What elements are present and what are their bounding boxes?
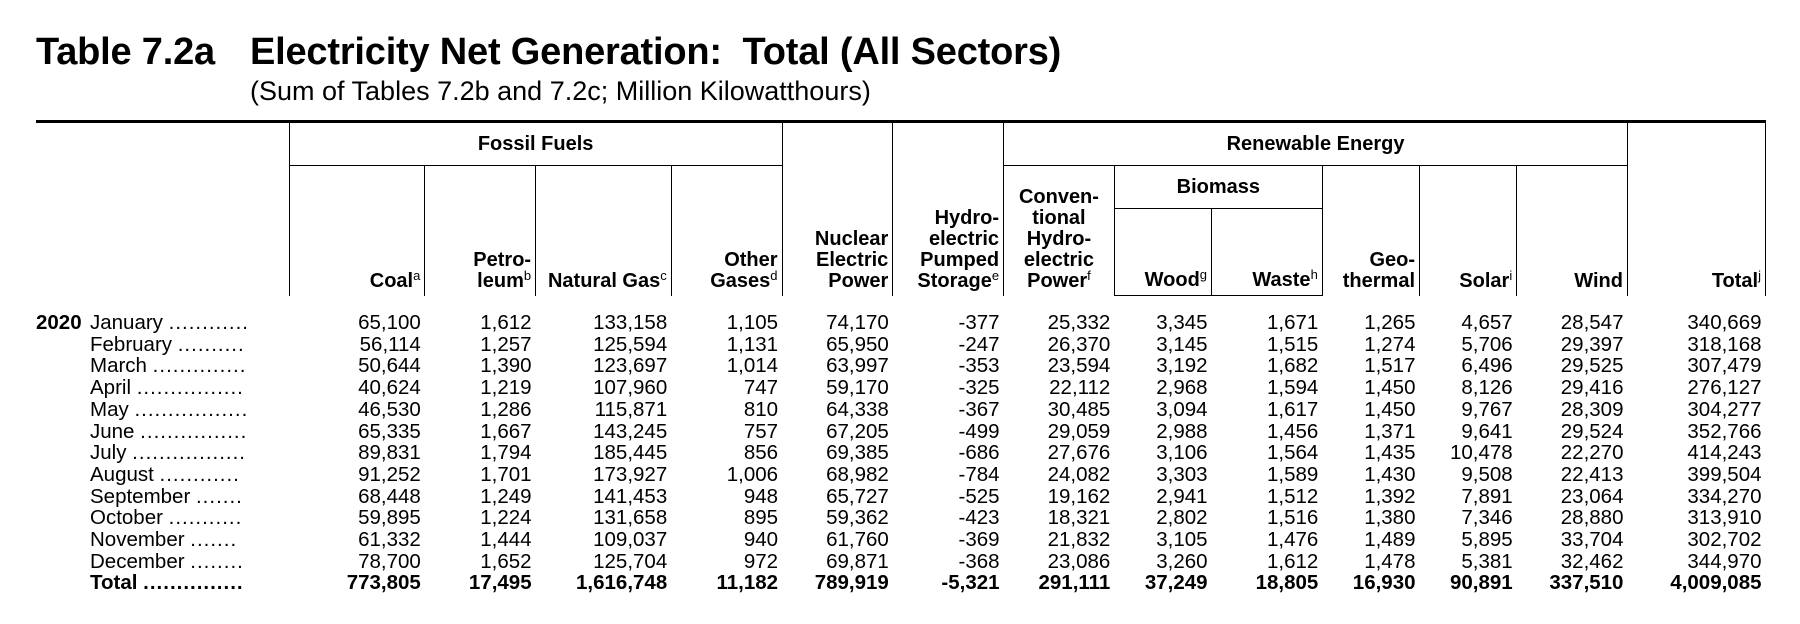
row-label (36, 334, 289, 356)
table-cell: 7,346 (1461, 506, 1513, 530)
table-cell: -784 (958, 462, 1000, 486)
leader-dots: ................ (140, 419, 248, 443)
row-label (36, 355, 289, 377)
table-cell: 1,616,748 (576, 571, 668, 595)
table-cell: 143,245 (593, 419, 668, 443)
table-cell: 90,891 (1450, 571, 1513, 595)
geothermal-header: Geo- thermal (1322, 166, 1419, 296)
table-cell: 773,805 (346, 571, 421, 595)
table-cell: 74,170 (826, 310, 889, 334)
year-label: 2020 (36, 310, 82, 334)
row-label (36, 529, 289, 551)
table-cell: 6,496 (1461, 354, 1513, 378)
table-cell: 3,345 (1156, 311, 1208, 334)
wood-header: Wood$^g$ (1114, 209, 1211, 296)
month-label: December (90, 549, 185, 573)
table-cell: 109,037 (593, 528, 668, 552)
table-cell: 22,413 (1560, 462, 1624, 486)
table-cell: 8,126 (1461, 376, 1513, 400)
table-cell: 28,309 (1560, 397, 1624, 421)
other-gases-header: Other Gases$^d$ (671, 166, 782, 296)
table-cell: 1,224 (480, 506, 532, 530)
table-cell: 414,243 (1687, 441, 1762, 465)
table-cell: 22,112 (1049, 376, 1111, 400)
table-row (36, 296, 1766, 334)
table-cell: 1,682 (1266, 354, 1319, 378)
table-cell: 78,700 (358, 549, 421, 573)
leader-dots: ............... (143, 571, 244, 595)
table-cell: 337,510 (1549, 571, 1624, 595)
table-cell: 2,968 (1156, 376, 1208, 400)
table-cell: 29,416 (1560, 376, 1624, 400)
table-cell: 1,430 (1364, 462, 1416, 486)
leader-dots: ................. (132, 441, 246, 465)
table-cell: 56,114 (359, 332, 421, 356)
table-cell: 1,450 (1364, 397, 1416, 421)
solar-header: Solar$^i$ (1420, 166, 1517, 296)
table-cell: 399,504 (1687, 462, 1762, 486)
table-cell: 18,321 (1047, 506, 1111, 530)
table-cell: 948 (743, 484, 779, 508)
table-cell: 1,589 (1266, 462, 1319, 486)
table-cell: 123,697 (593, 354, 668, 378)
table-cell: 3,192 (1156, 354, 1208, 378)
table-cell: 1,014 (726, 354, 779, 378)
row-label-header (36, 122, 289, 296)
month-label: September (90, 484, 191, 508)
month-label: Total (90, 571, 138, 595)
table-cell: 3,303 (1156, 462, 1208, 486)
table-cell: -368 (958, 549, 1000, 573)
coal-header: Coal$^a$ (289, 166, 425, 296)
table-cell: 89,831 (358, 441, 421, 465)
table-cell: 3,094 (1156, 397, 1208, 421)
table-cell: 7,891 (1461, 484, 1513, 508)
table-cell: 1,450 (1364, 376, 1416, 400)
leader-dots: ....... (190, 528, 238, 552)
table-cell: 5,381 (1461, 549, 1513, 573)
table-cell: -499 (958, 419, 1000, 443)
table-cell: 61,760 (826, 528, 889, 552)
table-cell: 28,880 (1560, 506, 1624, 530)
row-label (36, 551, 289, 573)
table-cell: 185,445 (593, 441, 668, 465)
pumped-storage-header: Hydro- electric Pumped Storage$^e$ (893, 122, 1004, 296)
table-cell: 1,671 (1266, 311, 1319, 334)
row-label (36, 421, 289, 443)
renewable-energy-header: Renewable Energy (1004, 122, 1628, 166)
table-cell: 757 (743, 419, 779, 443)
table-cell: 64,338 (826, 397, 889, 421)
table-cell: 68,448 (358, 484, 421, 508)
table-cell: 352,766 (1687, 419, 1762, 443)
table-row (36, 486, 1766, 508)
table-cell: 23,594 (1047, 354, 1111, 378)
table-cell: 1,380 (1364, 506, 1416, 530)
table-cell: 1,515 (1266, 332, 1319, 356)
table-cell: 29,525 (1560, 354, 1624, 378)
table-cell: 2,802 (1156, 506, 1208, 530)
table-cell: -686 (958, 441, 1000, 465)
table-cell: 141,453 (593, 484, 668, 508)
table-cell: 2,988 (1156, 419, 1208, 443)
table-cell: 3,145 (1156, 332, 1208, 356)
leader-dots: ....... (195, 484, 243, 508)
table-cell: 313,910 (1687, 506, 1762, 530)
leader-dots: ............ (159, 462, 240, 486)
table-cell: 1,612 (1266, 549, 1319, 573)
table-cell: 59,170 (826, 376, 889, 400)
month-label: June (90, 419, 135, 443)
table-cell: 1,701 (480, 462, 532, 486)
table-cell: 133,158 (593, 310, 668, 334)
table-cell: 18,805 (1255, 571, 1319, 595)
total-header: Total$^j$ (1627, 122, 1765, 296)
table-cell: 67,205 (826, 419, 889, 443)
table-cell: 24,082 (1047, 462, 1111, 486)
table-cell: 1,612 (480, 310, 532, 334)
row-label (36, 464, 289, 486)
table-cell: 5,706 (1461, 332, 1513, 356)
table-cell: 61,332 (358, 528, 421, 552)
table-cell: -247 (958, 332, 1000, 356)
table-cell: 91,252 (358, 462, 421, 486)
table-number: Table 7.2a (36, 31, 215, 73)
table-cell: 1,667 (480, 419, 532, 443)
table-cell: 1,652 (480, 549, 532, 573)
table-cell: 1,594 (1266, 376, 1319, 400)
table-cell: 1,444 (480, 528, 532, 552)
month-label: October (90, 506, 163, 530)
table-cell: 115,871 (594, 397, 668, 421)
table-cell: 340,669 (1687, 310, 1762, 334)
table-cell: 3,260 (1156, 549, 1208, 573)
table-cell: -525 (958, 484, 1000, 508)
month-label: May (90, 397, 129, 421)
table-cell: 344,970 (1687, 549, 1762, 573)
table-cell: 173,927 (593, 462, 668, 486)
table-row (36, 377, 1766, 399)
table-title (36, 28, 1061, 76)
table-cell: 50,644 (358, 354, 421, 378)
table-cell: 318,168 (1687, 332, 1762, 356)
table-cell: 1,435 (1364, 441, 1416, 465)
table-cell: 1,274 (1364, 332, 1416, 356)
table-cell: 9,641 (1461, 419, 1513, 443)
waste-header: Waste$^h$ (1212, 209, 1323, 296)
table-cell: 59,362 (826, 506, 889, 530)
row-label (36, 442, 289, 464)
table-row (36, 355, 1766, 377)
table-cell: 32,462 (1560, 549, 1624, 573)
conv-hydro-header: Conven- tional Hydro- electric Power$^f$ (1004, 166, 1115, 296)
table-cell: 1,517 (1364, 354, 1416, 378)
month-label: August (90, 462, 154, 486)
table-cell: 1,105 (726, 310, 779, 334)
table-cell: 1,392 (1364, 484, 1416, 508)
row-label (36, 507, 289, 529)
table-row (36, 421, 1766, 443)
table-row (36, 442, 1766, 464)
table-cell: 23,086 (1047, 549, 1111, 573)
table-cell: 26,370 (1047, 332, 1111, 356)
leader-dots: ........... (168, 506, 243, 530)
table-cell: 65,950 (826, 332, 889, 356)
table-cell: -369 (958, 528, 1000, 552)
table-cell: 19,162 (1047, 484, 1111, 508)
fossil-fuels-header: Fossil Fuels (289, 122, 782, 166)
table-cell: -5,321 (941, 571, 1000, 595)
table-cell: 22,270 (1560, 441, 1624, 465)
row-label (36, 486, 289, 508)
table-cell: 1,456 (1266, 419, 1319, 443)
table-cell: 9,767 (1461, 397, 1513, 421)
table-cell: -367 (958, 397, 1000, 421)
table-row (36, 399, 1766, 421)
table-subtitle: (Sum of Tables 7.2b and 7.2c; Million Kilowatthours) (250, 76, 871, 106)
table-cell: 65,335 (358, 419, 421, 443)
table-cell: 1,371 (1364, 419, 1416, 443)
table-cell: 1,131 (726, 332, 779, 356)
table-cell: 307,479 (1687, 354, 1762, 378)
table-cell: 29,397 (1560, 332, 1624, 356)
table-row (36, 464, 1766, 486)
table-cell: 65,100 (358, 310, 421, 334)
table-cell: 30,485 (1047, 397, 1111, 421)
table-cell: 1,476 (1266, 528, 1319, 552)
generation-table (36, 120, 1766, 594)
table-cell: 17,495 (468, 571, 532, 595)
table-cell: 3,106 (1156, 441, 1208, 465)
nuclear-header: Nuclear Electric Power (782, 122, 893, 296)
table-cell: 29,059 (1047, 419, 1111, 443)
table-cell: 11,182 (716, 571, 779, 595)
table-cell: 21,832 (1047, 528, 1111, 552)
table-cell: -377 (958, 310, 1000, 334)
leader-dots: ........ (190, 549, 244, 573)
table-cell: 789,919 (814, 571, 889, 595)
table-cell: 1,564 (1266, 441, 1319, 465)
biomass-header: Biomass (1114, 166, 1322, 209)
leader-dots: .............. (152, 354, 247, 378)
table-cell: 1,512 (1266, 484, 1319, 508)
petroleum-header: Petro- leum$^b$ (425, 166, 536, 296)
table-cell: 5,895 (1461, 528, 1513, 552)
table-cell: 302,702 (1687, 528, 1762, 552)
row-label (36, 399, 289, 421)
table-cell: 334,270 (1687, 484, 1762, 508)
table-cell: 65,727 (826, 484, 889, 508)
table-cell: 2,941 (1156, 484, 1208, 508)
table-cell: 10,478 (1450, 441, 1513, 465)
table-cell: 28,547 (1560, 310, 1624, 334)
table-cell: 125,594 (593, 332, 668, 356)
table-cell: 810 (743, 397, 779, 421)
natural-gas-header: Natural Gas$^c$ (536, 166, 672, 296)
table-cell: 1,516 (1266, 506, 1319, 530)
table-cell: 1,265 (1364, 310, 1416, 334)
table-cell: 972 (743, 549, 779, 573)
table-cell: 59,895 (358, 506, 421, 530)
table-cell: 304,277 (1687, 397, 1762, 421)
table-cell: 131,658 (593, 506, 668, 530)
table-cell: 40,624 (358, 376, 421, 400)
table-cell: 1,390 (480, 354, 532, 378)
title-block (36, 28, 1061, 108)
month-label: March (90, 354, 147, 378)
leader-dots: ................ (136, 376, 244, 400)
month-label: April (90, 376, 132, 400)
table-cell: 29,524 (1560, 419, 1624, 443)
month-label: November (90, 528, 185, 552)
month-label: July (90, 441, 127, 465)
month-label: February (90, 332, 173, 356)
table-cell: 1,794 (480, 441, 532, 465)
table-cell: 1,286 (480, 397, 532, 421)
table-cell: 125,704 (593, 549, 668, 573)
table-cell: 1,006 (726, 462, 779, 486)
table-cell: 856 (743, 441, 779, 465)
row-label (36, 572, 289, 594)
table-cell: 68,982 (826, 462, 889, 486)
table-cell: 895 (743, 506, 779, 530)
table-cell: 1,257 (480, 332, 532, 356)
table-cell: 276,127 (1687, 376, 1762, 400)
table-cell: 69,871 (826, 549, 889, 573)
table-cell: -325 (958, 376, 1000, 400)
total-row (36, 572, 1766, 594)
table-cell: 4,657 (1461, 310, 1513, 334)
table-cell: 107,960 (593, 376, 668, 400)
table-cell: 1,249 (480, 484, 532, 508)
table-cell: 27,676 (1047, 441, 1111, 465)
table-row (36, 551, 1766, 573)
leader-dots: .......... (177, 332, 245, 356)
table-cell: 46,530 (358, 397, 421, 421)
table-title-text: Electricity Net Generation: Total (All Sectors) (250, 31, 1062, 73)
row-label (36, 377, 289, 399)
table-cell: 4,009,085 (1670, 571, 1762, 595)
table-cell: 1,617 (1266, 397, 1319, 421)
table-cell: 1,219 (480, 376, 532, 400)
table-cell: 1,489 (1364, 528, 1416, 552)
leader-dots: ................. (134, 397, 249, 421)
table-cell: -423 (958, 506, 1000, 530)
table-cell: 63,997 (826, 354, 889, 378)
table-cell: 16,930 (1352, 571, 1416, 595)
table-row (36, 334, 1766, 356)
table-cell: 33,704 (1560, 528, 1624, 552)
table-cell: -353 (958, 354, 1000, 378)
table-cell: 291,111 (1038, 571, 1111, 595)
leader-dots: ............ (168, 310, 249, 334)
table-cell: 1,478 (1364, 549, 1416, 573)
table-cell: 25,332 (1047, 310, 1111, 334)
table-cell: 23,064 (1560, 484, 1624, 508)
table-cell: 940 (743, 528, 779, 552)
table-cell: 69,385 (826, 441, 889, 465)
month-label: January (90, 310, 163, 334)
table-row (36, 529, 1766, 551)
row-label (36, 296, 289, 334)
table-row (36, 507, 1766, 529)
table-body (36, 296, 1766, 595)
table-cell: 747 (743, 376, 779, 400)
table-cell: 37,249 (1144, 571, 1208, 595)
table-cell: 9,508 (1461, 462, 1513, 486)
wind-header: Wind (1517, 166, 1628, 296)
table-cell: 3,105 (1156, 528, 1208, 552)
